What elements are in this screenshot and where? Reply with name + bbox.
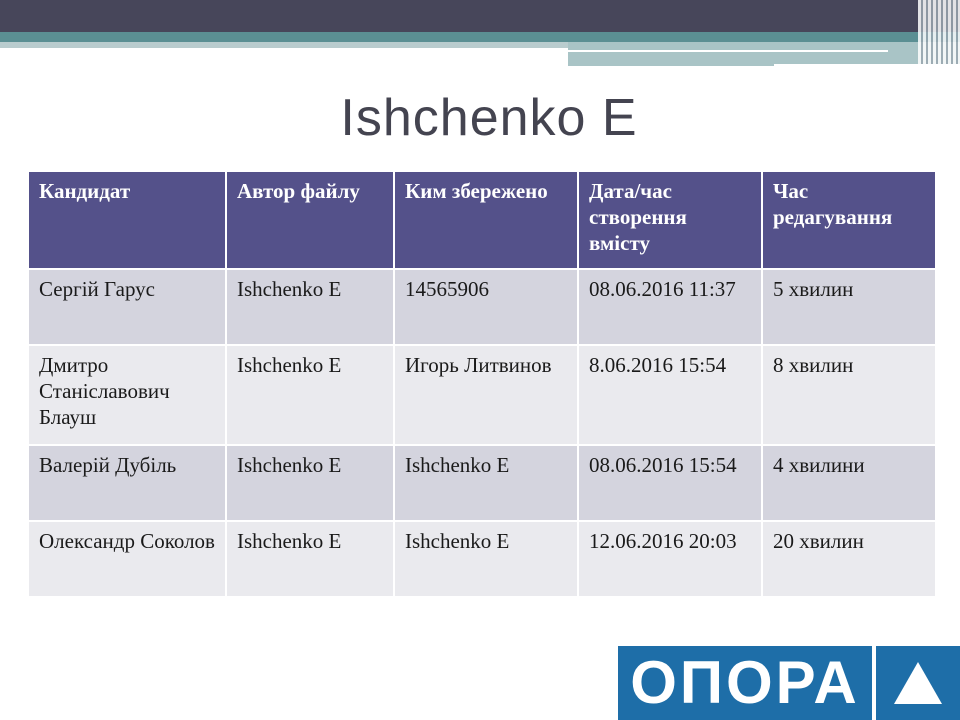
column-header-edit-time: Час редагування [762, 171, 936, 269]
cell-created-date: 12.06.2016 20:03 [578, 521, 762, 597]
cell-created-date: 8.06.2016 15:54 [578, 345, 762, 445]
cell-saved-by: 14565906 [394, 269, 578, 345]
cell-created-date: 08.06.2016 15:54 [578, 445, 762, 521]
table-row [28, 521, 936, 597]
cell-file-author: Ishchenko E [226, 521, 394, 597]
top-right-line [568, 50, 888, 52]
cell-saved-by: Игорь Литвинов [394, 345, 578, 445]
cell-edit-time: 4 хвилини [762, 445, 936, 521]
cell-edit-time: 20 хвилин [762, 521, 936, 597]
cell-candidate: Сергій Гарус [28, 269, 226, 345]
decorative-stripes [918, 0, 960, 64]
table-row [28, 445, 936, 521]
cell-file-author: Ishchenko E [226, 345, 394, 445]
triangle-icon [876, 646, 960, 720]
top-accent-stripe [0, 42, 568, 48]
slide-title: Ishchenko E [340, 89, 638, 147]
top-header-bar [0, 0, 960, 32]
logo-text: ОПОРА [618, 646, 872, 720]
cell-file-author: Ishchenko E [226, 445, 394, 521]
table-row [28, 269, 936, 345]
cell-created-date: 08.06.2016 11:37 [578, 269, 762, 345]
column-header-candidate: Кандидат [28, 171, 226, 269]
data-table [27, 170, 937, 598]
table-row [28, 345, 936, 445]
opora-logo [618, 646, 960, 720]
top-accent-bar [0, 32, 960, 42]
cell-candidate: Дмитро Станіславович Блауш [28, 345, 226, 445]
cell-candidate: Олександр Соколов [28, 521, 226, 597]
top-right-lower-line [568, 64, 774, 66]
table-header-row [28, 171, 936, 269]
column-header-created-date: Дата/час створення вмісту [578, 171, 762, 269]
cell-edit-time: 8 хвилин [762, 345, 936, 445]
cell-candidate: Валерій Дубіль [28, 445, 226, 521]
top-right-accent [568, 42, 960, 64]
column-header-saved-by: Ким збережено [394, 171, 578, 269]
cell-saved-by: Ishchenko E [394, 521, 578, 597]
cell-file-author: Ishchenko E [226, 269, 394, 345]
column-header-file-author: Автор файлу [226, 171, 394, 269]
cell-edit-time: 5 хвилин [762, 269, 936, 345]
cell-saved-by: Ishchenko E [394, 445, 578, 521]
